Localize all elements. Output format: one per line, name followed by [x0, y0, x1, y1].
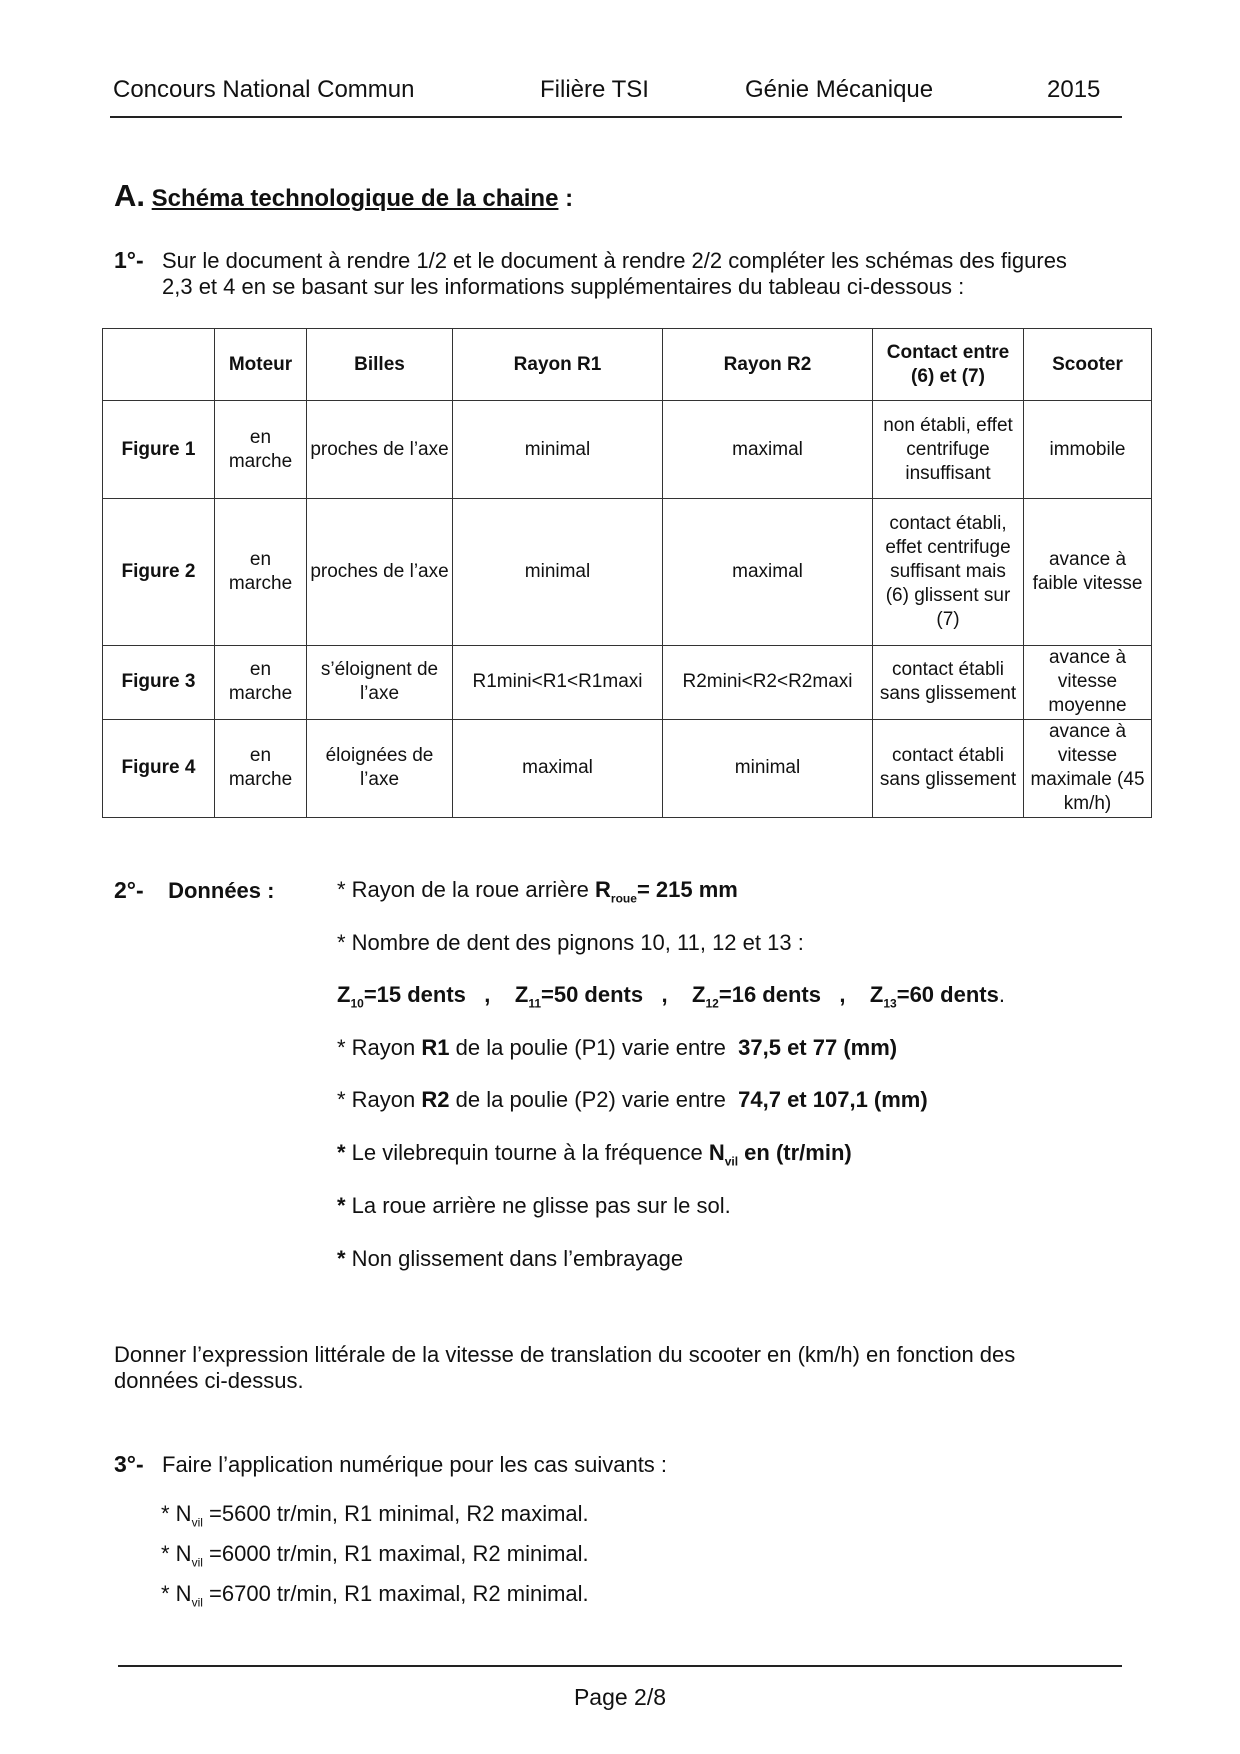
q3-number: 3°- [114, 1451, 144, 1477]
question-3 [114, 1451, 667, 1478]
cell-billes: proches de l’axe [307, 401, 453, 499]
header-cell-rayon-r2: Rayon R2 [663, 329, 873, 401]
cell-scooter: avance à vitesse maximale (45 km/h) [1024, 719, 1152, 817]
table-row [103, 401, 1152, 499]
cell-billes: s’éloignent de l’axe [307, 645, 453, 719]
section-title [114, 178, 573, 214]
data-r1-range: * Rayon R1 de la poulie (P1) varie entre 37,5 et 77 (mm) [337, 1035, 898, 1060]
table-header-row [103, 329, 1152, 401]
row-label: Figure 1 [103, 401, 215, 499]
q1-number: 1°- [114, 247, 144, 273]
header-cell-billes: Billes [307, 329, 453, 401]
header-subject: Génie Mécanique [745, 76, 934, 103]
cell-rayon-r1: minimal [453, 499, 663, 645]
cell-contact: contact établi sans glissement [873, 645, 1024, 719]
header-cell-contact: Contact entre (6) et (7) [873, 329, 1024, 401]
cell-contact: contact établi sans glissement [873, 719, 1024, 817]
header-year: 2015 [1047, 76, 1101, 103]
q1-line2: 2,3 et 4 en se basant sur les informations supplémentaires du tableau ci-dessous : [162, 274, 965, 299]
header-cell-empty [103, 329, 215, 401]
header-cell-scooter: Scooter [1024, 329, 1152, 401]
header-cell-moteur: Moteur [215, 329, 307, 401]
section-title-colon: : [558, 185, 574, 212]
data-teeth-intro: * Nombre de dent des pignons 10, 11, 12 et 13 : [337, 930, 804, 955]
cell-billes: proches de l’axe [307, 499, 453, 645]
data-wheel-radius-value: = 215 mm [636, 877, 738, 902]
data-crankshaft: * Le vilebrequin tourne à la fréquence $N_{vil}$ en (tr/min) [337, 1140, 852, 1169]
cell-scooter: avance à vitesse moyenne [1024, 645, 1152, 719]
footer-rule [118, 1665, 1122, 1667]
header-cell-rayon-r1: Rayon R1 [453, 329, 663, 401]
cell-rayon-r2: maximal [663, 401, 873, 499]
figures-table [102, 328, 1152, 818]
cell-moteur: en marche [215, 499, 307, 645]
q1-line1: Sur le document à rendre 1/2 et le document à rendre 2/2 compléter les schémas des figures [162, 248, 1067, 273]
case-item: * $N_{vil} =6700$ tr/min, R1 maximal, R2 minimal. [161, 1581, 589, 1610]
header-filiere: Filière TSI [540, 76, 649, 103]
cell-contact: contact établi, effet centrifuge suffisant mais (6) glissent sur (7) [873, 499, 1024, 645]
data-teeth-values: $Z_{10}=15$ dents , $Z_{11}=50$ dents , $Z_{12}=16$ dents , $Z_{13}=60$ dents. [337, 982, 1005, 1011]
row-label: Figure 3 [103, 645, 215, 719]
teeth-z10: $Z_{10}=15$ dents [337, 982, 466, 1011]
cell-rayon-r1: maximal [453, 719, 663, 817]
q3-text: Faire l’application numérique pour les cas suivants : [162, 1452, 668, 1477]
cell-rayon-r2: maximal [663, 499, 873, 645]
cell-billes: éloignées de l’axe [307, 719, 453, 817]
cell-moteur: en marche [215, 719, 307, 817]
section-letter: A. [114, 178, 145, 213]
question-1 [114, 247, 1144, 300]
cell-scooter: immobile [1024, 401, 1152, 499]
data-no-slip-clutch: * Non glissement dans l’embrayage [337, 1246, 684, 1271]
teeth-z11: $Z_{11}=50$ dents [514, 982, 644, 1011]
cell-contact: non établi, effet centrifuge insuffisant [873, 401, 1024, 499]
teeth-z13: $Z_{13}=60$ dents [869, 982, 999, 1011]
table-row [103, 719, 1152, 817]
data-no-slip-wheel: * La roue arrière ne glisse pas sur le sol. [337, 1193, 731, 1218]
data-wheel-radius-subscript: roue [610, 891, 637, 906]
data-wheel-radius [337, 877, 738, 905]
q2-number: 2°- [114, 877, 144, 903]
question-expression [114, 1342, 1114, 1394]
header-rule [110, 116, 1122, 118]
data-r2-range: * Rayon R2 de la poulie (P2) varie entre 74,7 et 107,1 (mm) [337, 1087, 928, 1112]
row-label: Figure 2 [103, 499, 215, 645]
table-row [103, 645, 1152, 719]
question-line1: Donner l’expression littérale de la vitesse de translation du scooter en (km/h) en fonction des [114, 1342, 1016, 1367]
cell-rayon-r1: R1mini<R1<R1maxi [453, 645, 663, 719]
case-item: * $N_{vil} =5600$ tr/min, R1 minimal, R2 maximal. [161, 1501, 589, 1530]
cell-moteur: en marche [215, 645, 307, 719]
question-line2: données ci-dessus. [114, 1368, 304, 1393]
data-wheel-radius-symbol: R [595, 877, 611, 902]
cell-rayon-r2: minimal [663, 719, 873, 817]
header-competition: Concours National Commun [113, 76, 415, 103]
cell-scooter: avance à faible vitesse [1024, 499, 1152, 645]
row-label: Figure 4 [103, 719, 215, 817]
data-wheel-radius-text: * Rayon de la roue arrière [337, 877, 596, 902]
q2-title: Données : [168, 878, 275, 903]
case-item: * $N_{vil} =6000$ tr/min, R1 maximal, R2 minimal. [161, 1541, 589, 1570]
q2-label [114, 877, 274, 904]
cell-rayon-r2: R2mini<R2<R2maxi [663, 645, 873, 719]
cell-moteur: en marche [215, 401, 307, 499]
teeth-z12: $Z_{12}=16$ dents [692, 982, 821, 1011]
section-title-text: Schéma technologique de la chaine [151, 185, 559, 212]
cell-rayon-r1: minimal [453, 401, 663, 499]
table-row [103, 499, 1152, 645]
page-number: Page 2/8 [573, 1684, 667, 1710]
